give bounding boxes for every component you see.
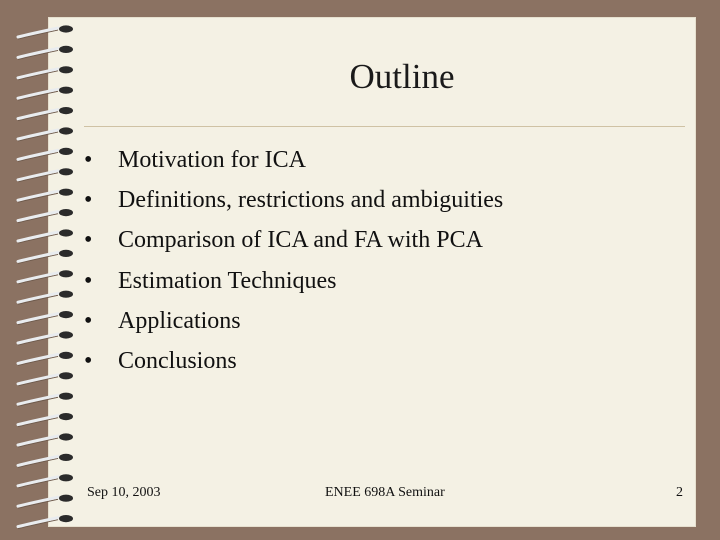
bullet-dot: • [84, 227, 93, 254]
slide-title: Outline [349, 57, 455, 96]
bullet-text: Estimation Techniques [118, 267, 337, 294]
bullet-dot: • [84, 347, 93, 374]
footer-page-number: 2 [676, 485, 683, 500]
footer-title: ENEE 698A Seminar [325, 485, 445, 500]
bullet-dot: • [84, 307, 93, 334]
bullet-text: Motivation for ICA [118, 147, 306, 173]
title-divider [84, 126, 685, 127]
bullet-dot: • [84, 267, 93, 294]
bullet-text: Conclusions [118, 347, 237, 374]
bullet-text: Comparison of ICA and FA with PCA [118, 227, 483, 254]
bullet-dot: • [84, 147, 93, 173]
bullet-text: Applications [118, 307, 241, 334]
bullet-dot: • [84, 187, 93, 214]
footer-date: Sep 10, 2003 [87, 485, 161, 500]
bullet-text: Definitions, restrictions and ambiguities [118, 187, 504, 214]
